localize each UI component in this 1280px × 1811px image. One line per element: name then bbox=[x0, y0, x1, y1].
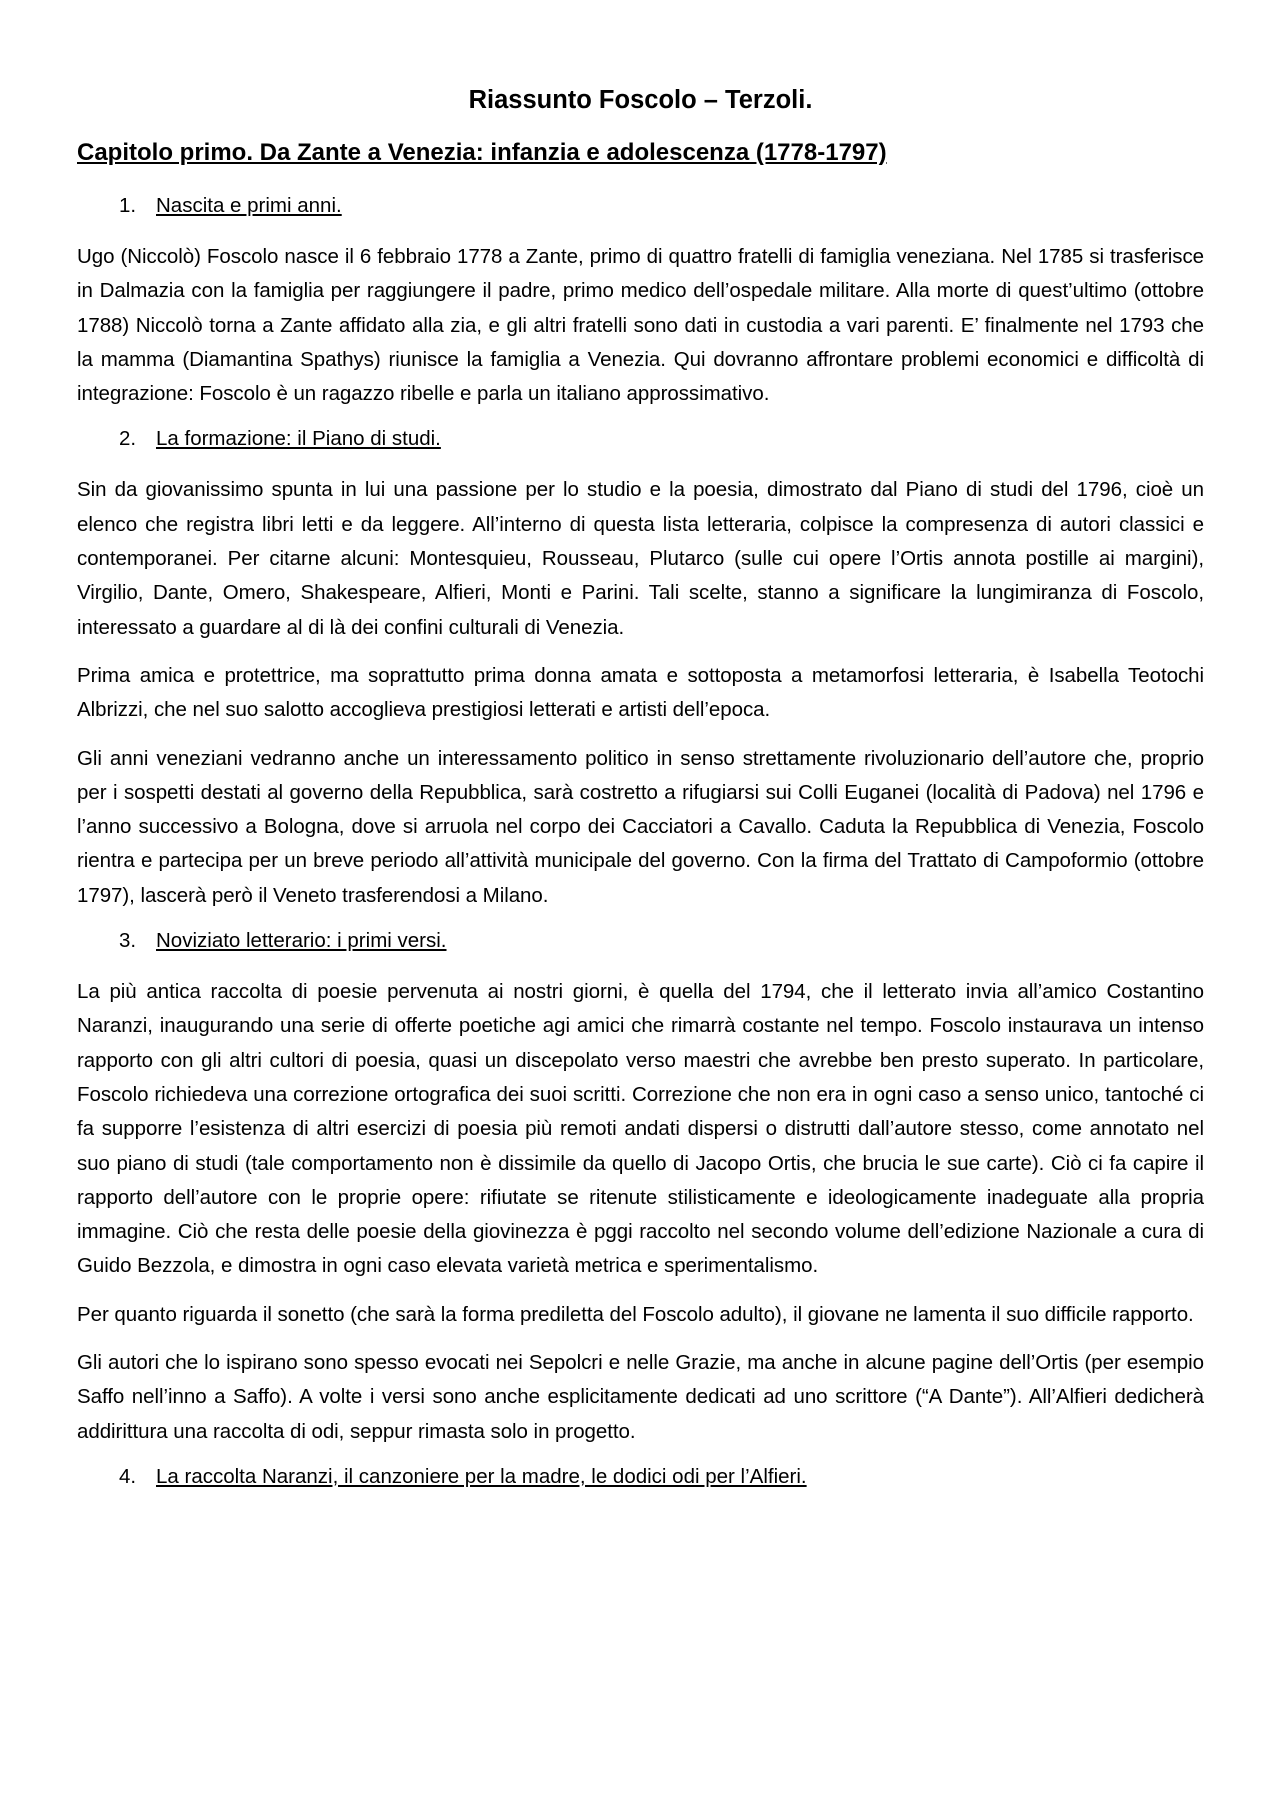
paragraph: Gli autori che lo ispirano sono spesso evocati nei Sepolcri e nelle Grazie, ma anche in alcune pagine dell’Ortis (per esempio Saffo nell’inno a Saffo). A volte i versi sono anche esplicitamente dedicati ad uno scrittore (“A Dante”). All’Alfieri dedicherà addirittura una raccolta di odi, seppur rimasta solo in progetto. bbox=[77, 1351, 1204, 1443]
paragraph: Sin da giovanissimo spunta in lui una passione per lo studio e la poesia, dimostrato dal Piano di studi del 1796, cioè un elenco che registra libri letti e da leggere. All’interno di questa lista letteraria, colpisce la compresenza di autori classici e contemporanei. Per citarne alcuni: Montesquieu, Rousseau, Plutarco (sulle cui opere l’Ortis annota postille ai margini), Virgilio, Dante, Omero, Shakespeare, Alfieri, Monti e Parini. Tali scelte, stanno a significare la lungimiranza di Foscolo, interessato a guardare al di là dei confini culturali di Venezia. bbox=[77, 478, 1204, 639]
document-title: Riassunto Foscolo – Terzoli. bbox=[468, 86, 813, 114]
section-number: 4. bbox=[119, 1464, 137, 1488]
section-title: Nascita e primi anni. bbox=[156, 194, 342, 217]
section-heading-3 bbox=[77, 927, 1204, 955]
section-title: La raccolta Naranzi, il canzoniere per la madre, le dodici odi per l’Alfieri. bbox=[156, 1464, 807, 1488]
paragraph: Prima amica e protettrice, ma soprattutto prima donna amata e sottoposta a metamorfosi letteraria, è Isabella Teotochi Albrizzi, che nel suo salotto accoglieva prestigiosi letterati e artisti dell’epoca. bbox=[77, 663, 1204, 722]
section-title: La formazione: il Piano di studi. bbox=[156, 427, 441, 451]
paragraph: La più antica raccolta di poesie pervenuta ai nostri giorni, è quella del 1794, che il letterato invia all’amico Costantino Naranzi, inaugurando una serie di offerte poetiche agi amici che rimarrà costante nel tempo. Foscolo instaurava un intenso rapporto con gli altri cultori di poesia, quasi un discepolato verso maestri che avrebbe ben presto superato. In particolare, Foscolo richiedeva una correzione ortografica dei suoi scritti. Correzione che non era in ogni caso a senso unico, tantoché ci fa supporre l’esistenza di altri esercizi di poesia più remoti andati dispersi o distrutti dall’autore stesso, come annotato nel suo piano di studi (tale comportamento non è dissimile da quello di Jacopo Ortis, che brucia le sue carte). Ciò ci fa capire il rapporto dell’autore con le proprie opere: rifiutate se ritenute stilisticamente e ideologicamente inadeguate alla propria immagine. Ciò che resta delle poesie della giovinezza è pggi raccolto nel secondo volume dell’edizione Nazionale a cura di Guido Bezzola, e dimostra in ogni caso elevata varietà metrica e sperimentalismo. bbox=[77, 980, 1204, 1278]
section-heading-1 bbox=[77, 192, 1204, 220]
paragraph: Ugo (Niccolò) Foscolo nasce il 6 febbraio 1778 a Zante, primo di quattro fratelli di famiglia veneziana. Nel 1785 si trasferisce in Dalmazia con la famiglia per raggiungere il padre, primo medico dell’ospedale militare. Alla morte di quest’ultimo (ottobre 1788) Niccolò torna a Zante affidato alla zia, e gli altri fratelli sono dati in custodia a vari parenti. E’ finalmente nel 1793 che la mamma (Diamantina Spathys) riunisce la famiglia a Venezia. Qui dovranno affrontare problemi economici e difficoltà di integrazione: Foscolo è un ragazzo ribelle e parla un italiano approssimativo. bbox=[77, 245, 1204, 406]
section-heading-2 bbox=[77, 425, 1204, 453]
section-heading-4 bbox=[77, 1463, 1204, 1491]
section-number: 1. bbox=[119, 194, 137, 217]
paragraph: Per quanto riguarda il sonetto (che sarà la forma prediletta del Foscolo adulto), il giovane ne lamenta il suo difficile rapporto. bbox=[77, 1302, 1194, 1326]
chapter-title: Capitolo primo. Da Zante a Venezia: infanzia e adolescenza (1778-1797) bbox=[77, 139, 887, 166]
section-number: 3. bbox=[119, 929, 137, 953]
paragraph: Gli anni veneziani vedranno anche un interessamento politico in senso strettamente rivoluzionario dell’autore che, proprio per i sospetti destati al governo della Repubblica, sarà costretto a rifugiarsi sui Colli Euganei (località di Padova) nel 1796 e l’anno successivo a Bologna, dove si arruola nel corpo dei Cacciatori a Cavallo. Caduta la Repubblica di Venezia, Foscolo rientra e partecipa per un breve periodo all’attività municipale del governo. Con la firma del Trattato di Campoformio (ottobre 1797), lascerà però il Veneto trasferendosi a Milano. bbox=[77, 746, 1204, 907]
document-page bbox=[77, 84, 1204, 1511]
section-title: Noviziato letterario: i primi versi. bbox=[156, 929, 447, 953]
section-number: 2. bbox=[119, 427, 137, 451]
